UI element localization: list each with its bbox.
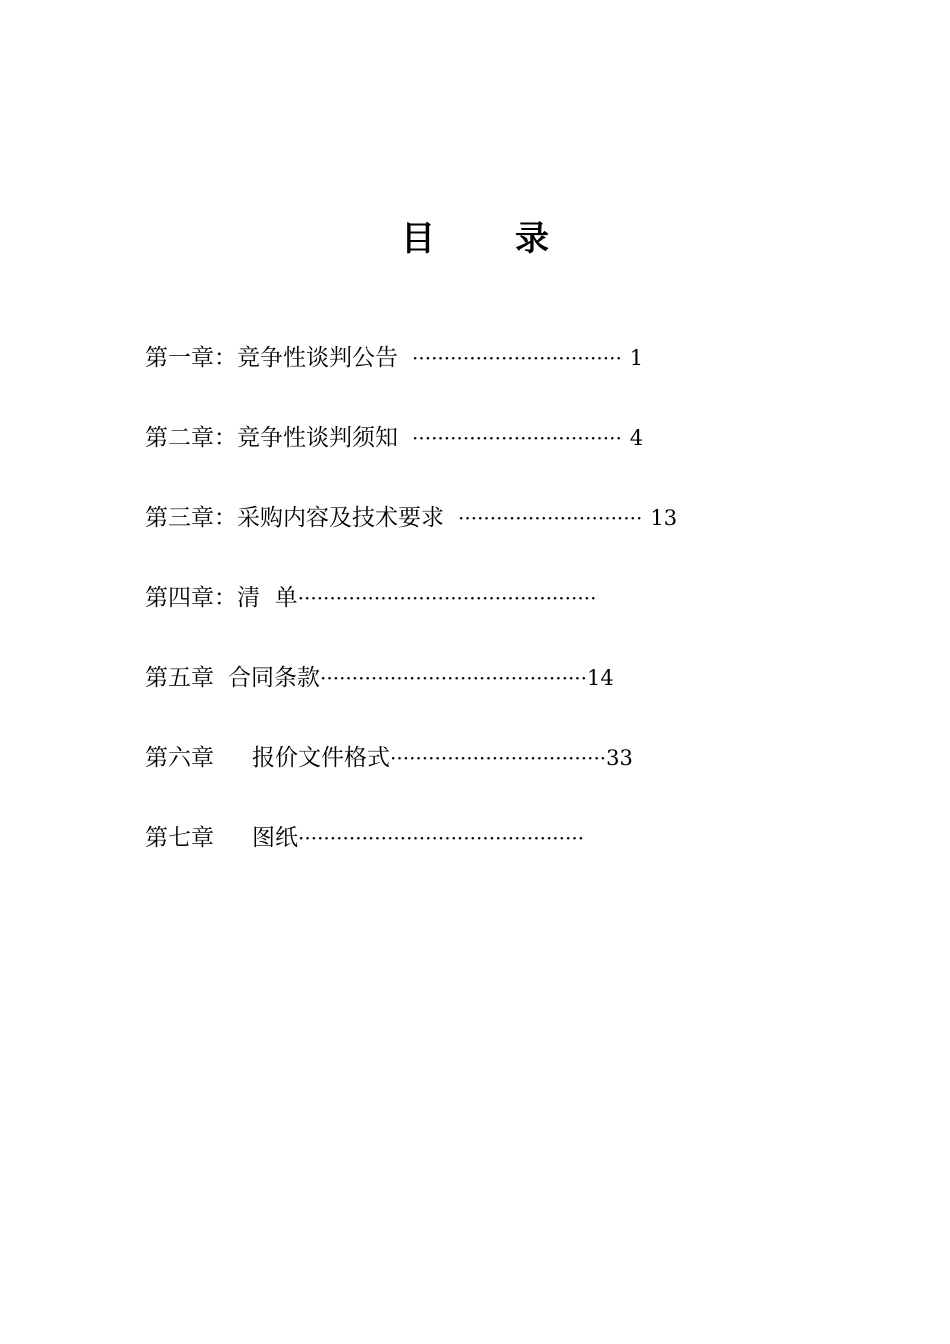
toc-entry-title: 合同条款 (228, 665, 320, 691)
toc-page-number: 13 (650, 506, 678, 530)
toc-entry-3[interactable] (145, 498, 825, 578)
toc-entry-1[interactable] (145, 338, 825, 418)
toc-chapter-label: 第二章： (145, 425, 237, 451)
toc-page-number: 4 (629, 426, 644, 450)
toc-chapter-label: 第五章 (145, 665, 214, 691)
toc-entry-6[interactable] (145, 738, 825, 818)
toc-page-number: 33 (606, 746, 633, 770)
toc-leader-dots: ·································· (390, 746, 607, 770)
toc-leader-dots: ··············································· (297, 586, 597, 610)
toc-title-char-1: 目 (401, 218, 435, 259)
toc-chapter-label: 第六章 (145, 745, 214, 771)
toc-leader-dots: ············································· (298, 826, 585, 850)
toc-entry-title: 清 单 (237, 585, 298, 611)
toc-entry-title: 图纸 (252, 825, 298, 851)
toc-page-number: 14 (587, 666, 614, 690)
toc-chapter-label: 第三章： (145, 505, 237, 531)
toc-list (145, 338, 825, 898)
toc-entry-5[interactable] (145, 658, 825, 738)
toc-leader-dots: ································· (412, 426, 622, 450)
toc-entry-title: 竞争性谈判须知 (237, 425, 398, 451)
toc-entry-title: 报价文件格式 (252, 745, 390, 771)
toc-leader-dots: ·········································· (320, 666, 588, 690)
toc-entry-7[interactable] (145, 818, 825, 898)
toc-title-char-2: 录 (515, 218, 549, 259)
toc-page-number: 1 (629, 346, 644, 370)
toc-entry-2[interactable] (145, 418, 825, 498)
toc-entry-4[interactable] (145, 578, 825, 658)
toc-entry-title: 采购内容及技术要求 (237, 505, 444, 531)
toc-title (0, 210, 950, 260)
toc-chapter-label: 第四章： (145, 585, 237, 611)
toc-leader-dots: ································· (412, 346, 622, 370)
toc-chapter-label: 第一章： (145, 345, 237, 371)
toc-chapter-label: 第七章 (145, 825, 214, 851)
toc-entry-title: 竞争性谈判公告 (237, 345, 398, 371)
toc-leader-dots: ····························· (458, 506, 643, 530)
